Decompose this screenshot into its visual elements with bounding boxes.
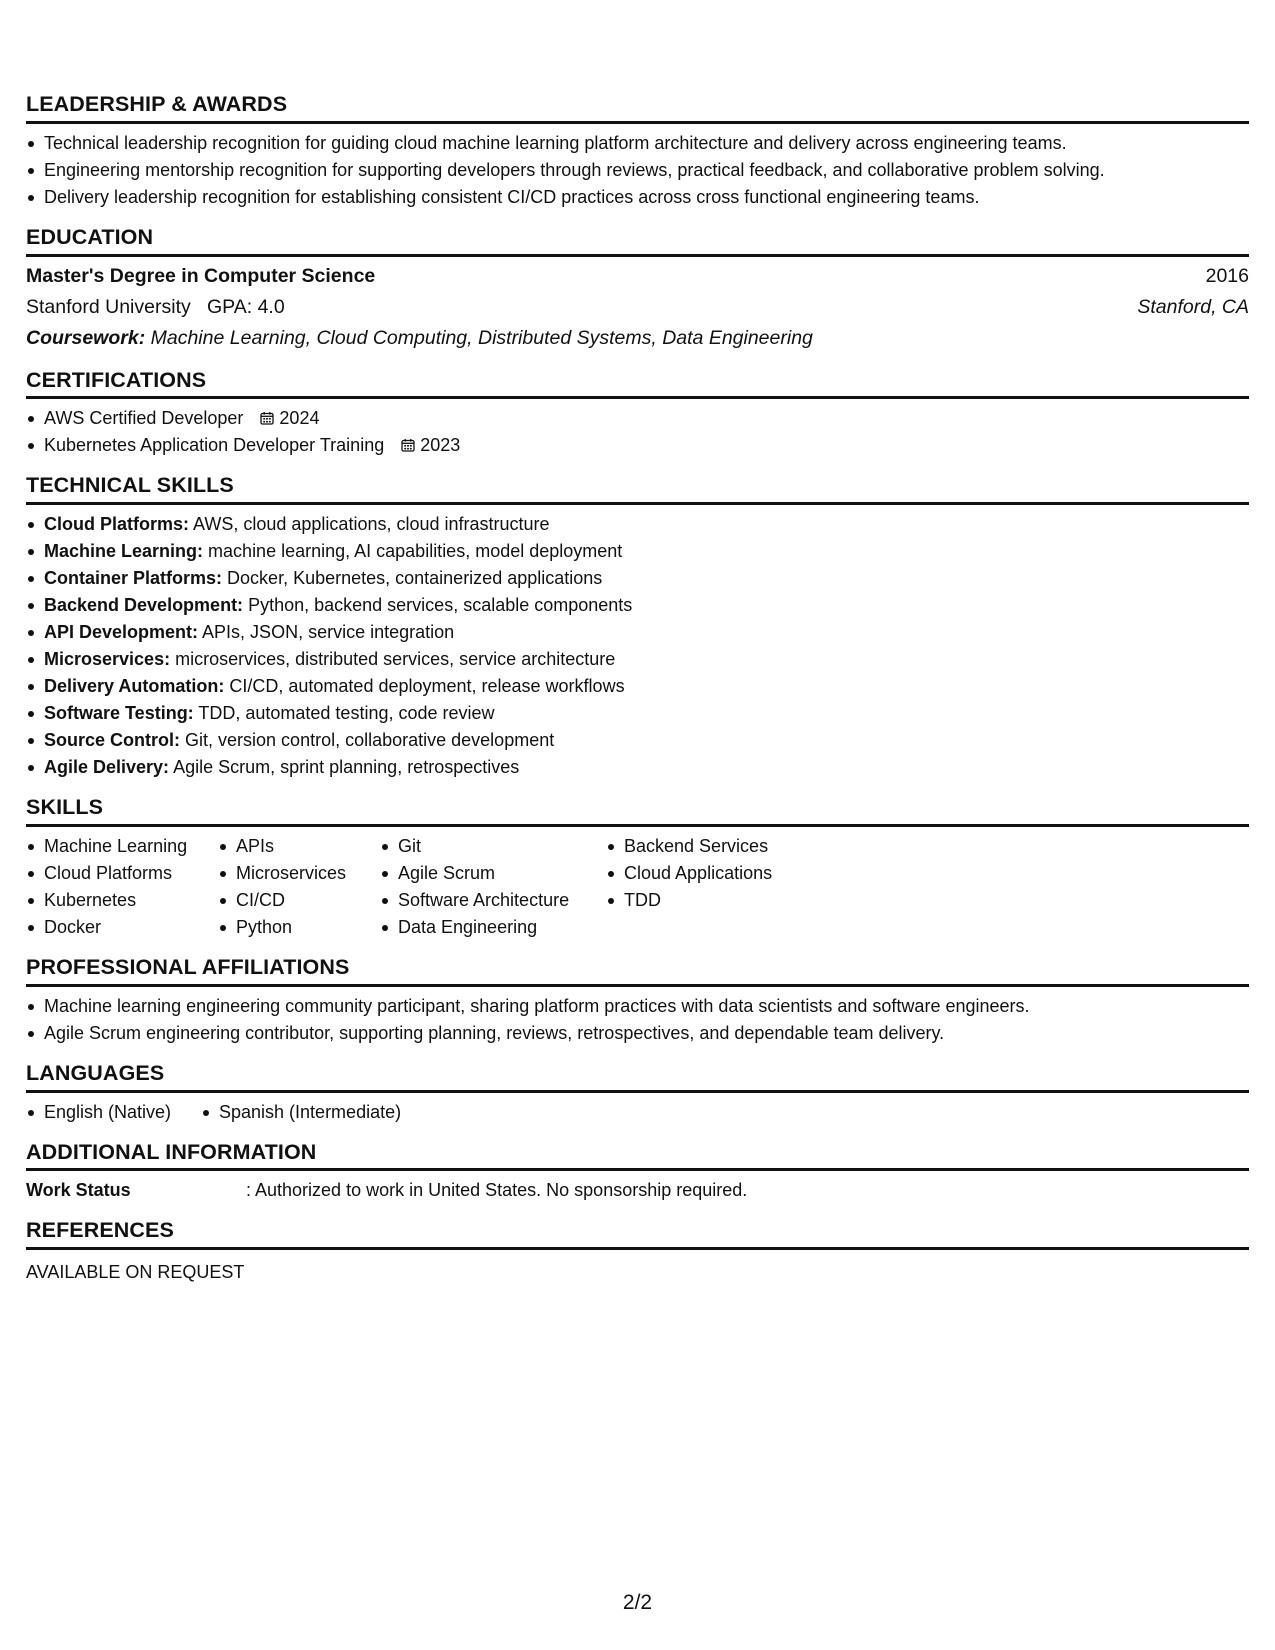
skill-values: TDD, automated testing, code review [198, 703, 495, 724]
work-status-row [26, 1177, 1249, 1204]
certification-item [26, 405, 1249, 432]
certification-name: Kubernetes Application Developer Training [44, 435, 385, 456]
skill-values: CI/CD, automated deployment, release workflows [229, 676, 625, 697]
leadership-list [26, 130, 1249, 211]
school-name: Stanford University [26, 295, 191, 318]
technical-skills-section [26, 473, 1249, 781]
skill-item: TDD [606, 887, 806, 914]
calendar-icon [260, 411, 274, 425]
technical-skills-list [26, 511, 1249, 781]
skill-category: Backend Development: [44, 595, 244, 616]
school-info [26, 292, 285, 323]
page-number: 2/2 [622, 1591, 653, 1614]
technical-skill-item [26, 511, 1249, 538]
additional-info-section [26, 1140, 1249, 1205]
skill-values: machine learning, AI capabilities, model deployment [208, 541, 623, 562]
skill-category: Machine Learning: [44, 541, 204, 562]
skill-item: Git [380, 833, 606, 860]
calendar-icon [401, 438, 415, 452]
skills-column [26, 833, 218, 941]
section-title: ADDITIONAL INFORMATION [26, 1140, 1249, 1172]
section-title: TECHNICAL SKILLS [26, 473, 1249, 505]
skill-category: Agile Delivery: [44, 757, 170, 778]
work-status-value: : Authorized to work in United States. No sponsorship required. [246, 1180, 748, 1201]
references-text: AVAILABLE ON REQUEST [26, 1262, 245, 1283]
education-entry [26, 261, 1249, 354]
technical-skill-item [26, 673, 1249, 700]
section-title: LANGUAGES [26, 1061, 1249, 1093]
skill-item: CI/CD [218, 887, 380, 914]
skill-category: Source Control: [44, 730, 181, 751]
skill-category: Cloud Platforms: [44, 514, 190, 535]
list-item: Machine learning engineering community participant, sharing platform practices with data scientists and software engineers. [26, 993, 1249, 1020]
skill-item: Python [218, 914, 380, 941]
skill-item: Microservices [218, 860, 380, 887]
technical-skill-item [26, 592, 1249, 619]
skill-category: Microservices: [44, 649, 171, 670]
skill-item: APIs [218, 833, 380, 860]
leadership-section [26, 92, 1249, 211]
certification-date [260, 408, 319, 428]
skill-item: Data Engineering [380, 914, 606, 941]
section-title: PROFESSIONAL AFFILIATIONS [26, 955, 1249, 987]
technical-skill-item [26, 538, 1249, 565]
technical-skill-item [26, 727, 1249, 754]
language-item: Spanish (Intermediate) [201, 1099, 401, 1126]
language-item: English (Native) [26, 1099, 201, 1126]
certifications-list [26, 405, 1249, 459]
skill-category: Delivery Automation: [44, 676, 225, 697]
school-location: Stanford, CA [1137, 295, 1249, 318]
skill-item: Docker [26, 914, 218, 941]
references-section [26, 1218, 1249, 1286]
skills-column [218, 833, 380, 941]
section-title: LEADERSHIP & AWARDS [26, 92, 1249, 124]
skill-item: Machine Learning [26, 833, 218, 860]
certification-item [26, 432, 1249, 459]
language-column [201, 1099, 401, 1126]
skill-item: Backend Services [606, 833, 806, 860]
languages-list [26, 1099, 1249, 1126]
coursework-list: Machine Learning, Cloud Computing, Distributed Systems, Data Engineering [150, 326, 813, 349]
section-title: REFERENCES [26, 1218, 1249, 1250]
technical-skill-item [26, 619, 1249, 646]
gpa: GPA: 4.0 [207, 295, 285, 318]
skill-category: Software Testing: [44, 703, 194, 724]
section-title: EDUCATION [26, 225, 1249, 257]
certification-year: 2024 [279, 408, 320, 429]
skills-column [380, 833, 606, 941]
work-status-label: Work Status [26, 1180, 131, 1201]
skill-item: Cloud Applications [606, 860, 806, 887]
skills-column [606, 833, 806, 941]
skill-values: AWS, cloud applications, cloud infrastructure [193, 514, 550, 535]
resume-page [26, 92, 1249, 1300]
languages-section [26, 1061, 1249, 1126]
affiliations-list [26, 993, 1249, 1047]
skill-item: Agile Scrum [380, 860, 606, 887]
certification-date [401, 435, 460, 455]
technical-skill-item [26, 565, 1249, 592]
skill-values: Python, backend services, scalable components [248, 595, 633, 616]
list-item: Agile Scrum engineering contributor, supporting planning, reviews, retrospectives, and dependable team delivery. [26, 1020, 1249, 1047]
technical-skill-item [26, 646, 1249, 673]
affiliations-section [26, 955, 1249, 1047]
list-item: Engineering mentorship recognition for supporting developers through reviews, practical feedback, and collaborative problem solving. [26, 157, 1249, 184]
skill-item: Kubernetes [26, 887, 218, 914]
education-row [26, 323, 1249, 354]
skill-values: Docker, Kubernetes, containerized applications [227, 568, 603, 589]
education-section [26, 225, 1249, 354]
skill-category: Container Platforms: [44, 568, 223, 589]
skill-item: Software Architecture [380, 887, 606, 914]
section-title: SKILLS [26, 795, 1249, 827]
skill-item: Cloud Platforms [26, 860, 218, 887]
technical-skill-item [26, 754, 1249, 781]
coursework-label: Coursework: [26, 326, 146, 349]
technical-skill-item [26, 700, 1249, 727]
skills-section [26, 795, 1249, 941]
list-item: Delivery leadership recognition for establishing consistent CI/CD practices across cross functional engineering teams. [26, 184, 1249, 211]
certifications-section [26, 368, 1249, 460]
skill-values: microservices, distributed services, service architecture [175, 649, 616, 670]
education-row [26, 292, 1249, 323]
certification-name: AWS Certified Developer [44, 408, 244, 429]
skills-grid [26, 833, 1249, 941]
section-title: CERTIFICATIONS [26, 368, 1249, 400]
skill-values: APIs, JSON, service integration [202, 622, 455, 643]
education-row [26, 261, 1249, 292]
list-item: Technical leadership recognition for guiding cloud machine learning platform architecture and delivery across engineering teams. [26, 130, 1249, 157]
language-column [26, 1099, 201, 1126]
certification-year: 2023 [420, 435, 461, 456]
skill-values: Git, version control, collaborative development [185, 730, 555, 751]
skill-values: Agile Scrum, sprint planning, retrospectives [173, 757, 520, 778]
coursework [26, 323, 813, 354]
graduation-year: 2016 [1205, 264, 1249, 287]
skill-category: API Development: [44, 622, 199, 643]
degree-name: Master's Degree in Computer Science [26, 264, 376, 287]
